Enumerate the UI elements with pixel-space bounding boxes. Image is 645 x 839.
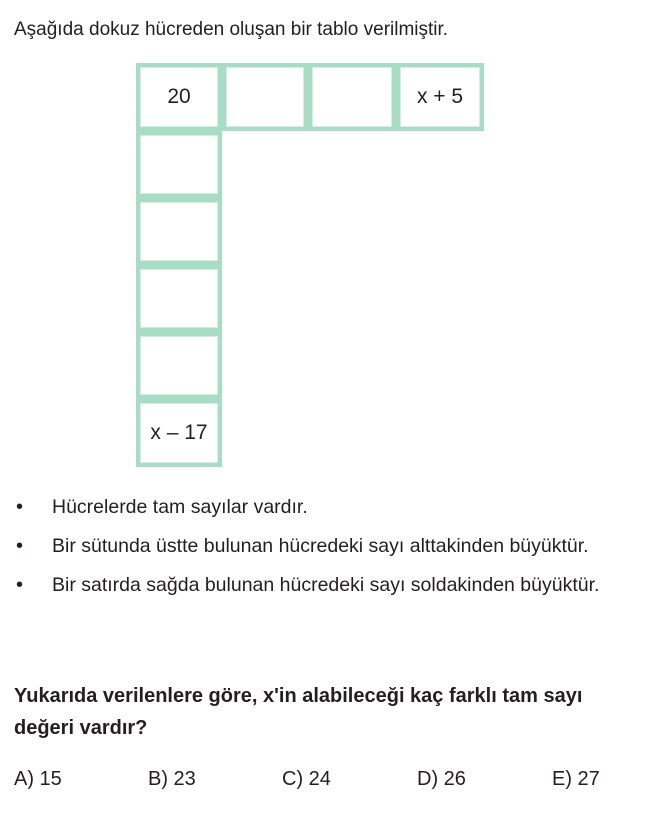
bullet-icon: • bbox=[16, 574, 24, 596]
grid-cell-top-1: 20 bbox=[136, 63, 222, 131]
list-item bbox=[14, 570, 614, 600]
list-item bbox=[14, 492, 614, 522]
option-c[interactable]: C) 24 bbox=[282, 768, 331, 790]
answer-options bbox=[14, 768, 614, 796]
question-intro: Aşağıda dokuz hücreden oluşan bir tablo verilmiştir. bbox=[14, 19, 449, 40]
condition-text: Bir sütunda üstte bulunan hücredeki sayı alttakinden büyüktür. bbox=[52, 535, 589, 557]
grid-cell-left-3 bbox=[136, 198, 222, 265]
conditions-list bbox=[14, 492, 614, 609]
option-e[interactable]: E) 27 bbox=[552, 768, 600, 790]
option-b[interactable]: B) 23 bbox=[148, 768, 196, 790]
grid-cell-left-6: x – 17 bbox=[136, 399, 222, 467]
grid-cell-left-2 bbox=[136, 131, 222, 198]
bullet-icon: • bbox=[16, 496, 24, 518]
option-d[interactable]: D) 26 bbox=[417, 768, 466, 790]
grid-cell-top-4: x + 5 bbox=[396, 63, 484, 131]
bullet-icon: • bbox=[16, 535, 24, 557]
grid-cell-top-3 bbox=[308, 63, 396, 131]
list-item bbox=[14, 531, 614, 561]
option-a[interactable]: A) 15 bbox=[14, 768, 62, 790]
grid-cell-top-2 bbox=[222, 63, 308, 131]
grid-cell-left-4 bbox=[136, 265, 222, 332]
condition-text: Bir satırda sağda bulunan hücredeki sayı soldakinden büyüktür. bbox=[52, 574, 600, 596]
condition-text: Hücrelerde tam sayılar vardır. bbox=[52, 496, 308, 518]
grid-cell-left-5 bbox=[136, 332, 222, 399]
question-text: Yukarıda verilenlere göre, x'in alabileceği kaç farklı tam sayı değeri vardır? bbox=[14, 685, 583, 739]
